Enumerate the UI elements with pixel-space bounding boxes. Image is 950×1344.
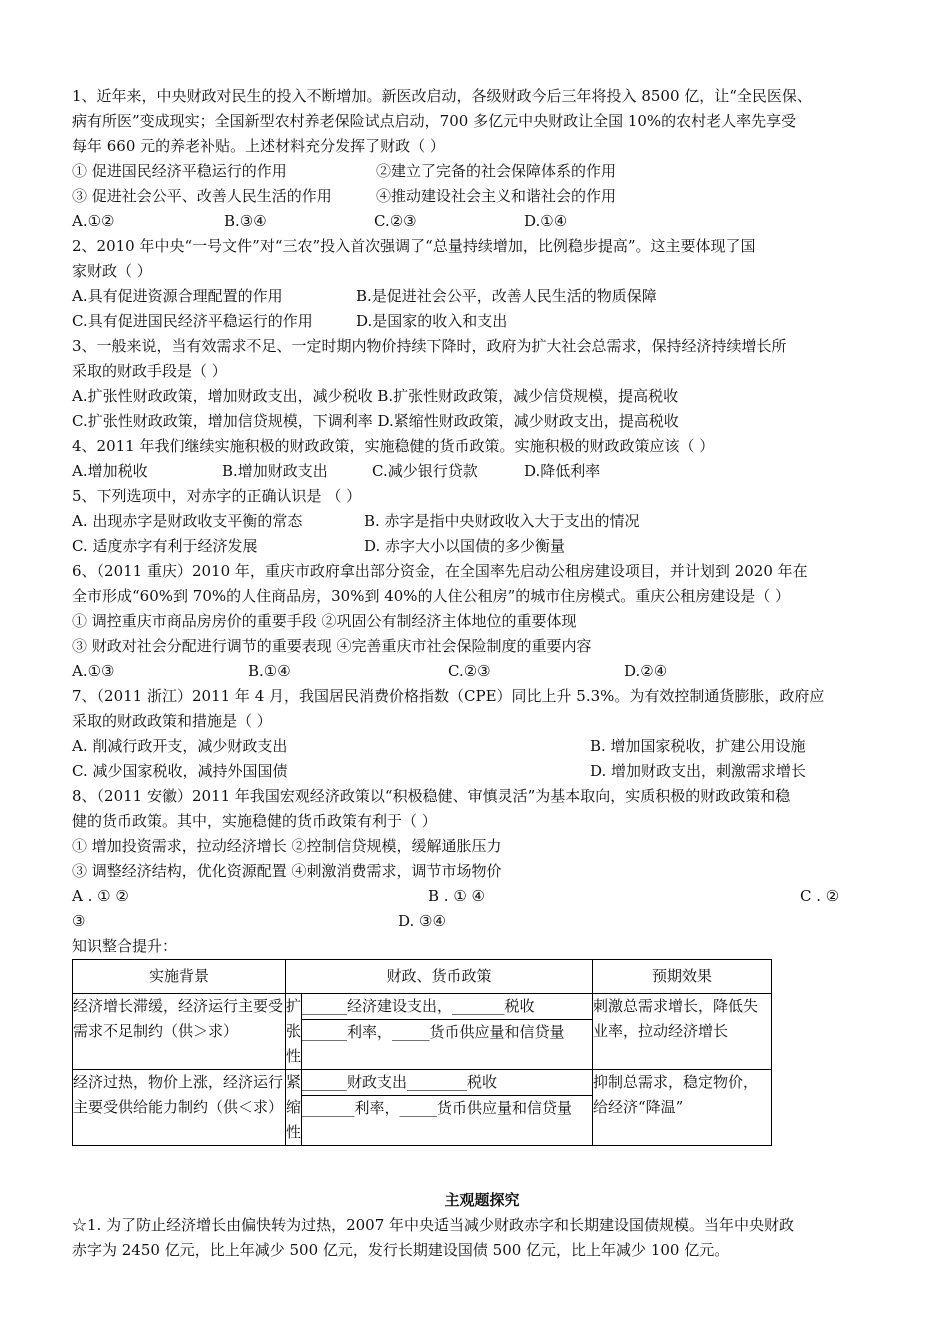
option-b: B.是促进社会公平，改善人民生活的物质保障: [356, 287, 657, 305]
statement: ① 调控重庆市商品房房价的重要手段 ②巩固公有制经济主体地位的重要体现: [72, 612, 577, 630]
option-b: B. 增加国家税收，扩建公用设施: [590, 737, 806, 755]
policy-type-cell: 扩张性: [286, 994, 302, 1070]
statement: ① 增加投资需求，拉动经济增长 ②控制信贷规模，缓解通胀压力: [72, 837, 502, 855]
option-c: C.减少银行贷款: [372, 462, 478, 480]
option-c: C.②③: [448, 662, 491, 680]
option-b: B.③④: [224, 212, 267, 230]
question-stem: 采取的财政手段是（ ）: [72, 362, 227, 380]
question-6: [72, 559, 892, 684]
question-stem: 1、近年来，中央财政对民生的投入不断增加。新医改启动，各级财政今后三年将投入 8500 亿，让“全民医保、: [72, 87, 812, 105]
option-c: C . ②: [800, 887, 840, 905]
option-a: A . ① ②: [72, 887, 129, 905]
option-a: A.增加税收: [72, 462, 148, 480]
statement: ① 促进国民经济平稳运行的作用: [72, 162, 287, 180]
option-c: C.具有促进国民经济平稳运行的作用: [72, 312, 313, 330]
question-stem: 5、下列选项中，对赤字的正确认识是 （ ）: [72, 487, 362, 505]
option-d: D.②④: [624, 662, 668, 680]
question-stem: 全市形成“60%到 70%的人住商品房，30%到 40%的人住公租房”的城市住房模式。重庆公租房建设是（ ）: [72, 587, 791, 605]
policy-line: _______利率，_____货币供应量和信贷量: [302, 1099, 573, 1117]
background-cell: 经济增长滞缓，经济运行主要受需求不足制约（供＞求）: [73, 994, 286, 1070]
policy-line: ______利率，_____货币供应量和信贷量: [302, 1023, 565, 1041]
table-row: [73, 1070, 772, 1146]
option-b: B . ① ④: [428, 887, 485, 905]
question-7: [72, 684, 892, 784]
question-stem: 家财政（ ）: [72, 262, 152, 280]
question-stem: 采取的财政政策和措施是（ ）: [72, 712, 272, 730]
option-a: A.①③: [72, 662, 115, 680]
subjective-question-1: [72, 1213, 892, 1263]
question-3: [72, 334, 892, 434]
question-text: 赤字为 2450 亿元，比上年减少 500 亿元，发行长期建设国债 500 亿元，比上年减少 100 亿元。: [72, 1241, 730, 1259]
knowledge-table: [72, 959, 772, 1146]
question-stem: 每年 660 元的养老补贴。上述材料充分发挥了财政（ ）: [72, 137, 445, 155]
option-d: D.降低利率: [524, 462, 601, 480]
question-2: [72, 234, 892, 334]
option-c-continued: ③: [72, 912, 86, 930]
header-effect: 预期效果: [593, 960, 772, 994]
option-c: C. 减少国家税收，减持外国国债: [72, 762, 288, 780]
header-policy: 财政、货币政策: [286, 960, 593, 994]
question-stem: 2、2010 年中央“一号文件”对“三农”投入首次强调了“总量持续增加，比例稳步提高”。这主要体现了国: [72, 237, 756, 255]
question-stem: 3、一般来说，当有效需求不足、一定时期内物价持续下降时，政府为扩大社会总需求，保持经济持续增长所: [72, 337, 787, 355]
question-4: [72, 434, 892, 484]
policy-cell: [302, 994, 593, 1070]
question-8: [72, 784, 892, 934]
option-d: D.①④: [524, 212, 568, 230]
option-a-b: A.扩张性财政政策，增加财政支出，减少税收 B.扩张性财政政策，减少信贷规模，提高税收: [72, 387, 679, 405]
statement: ②建立了完备的社会保障体系的作用: [376, 162, 617, 180]
policy-type-cell: 紧缩性: [286, 1070, 302, 1146]
option-d: D. 增加财政支出，刺激需求增长: [590, 762, 807, 780]
option-d: D.是国家的收入和支出: [356, 312, 508, 330]
header-background: 实施背景: [73, 960, 286, 994]
question-stem: 健的货币政策。其中，实施稳健的货币政策有利于（ ）: [72, 812, 437, 830]
option-b: B.增加财政支出: [222, 462, 328, 480]
table-header-row: [73, 960, 772, 994]
statement: ③ 财政对社会分配进行调节的重要表现 ④完善重庆市社会保险制度的重要内容: [72, 637, 592, 655]
option-b: B. 赤字是指中央财政收入大于支出的情况: [364, 512, 640, 530]
background-cell: 经济过热，物价上涨，经济运行主要受供给能力制约（供＜求）: [73, 1070, 286, 1146]
option-d: D. ③④: [398, 912, 446, 930]
statement: ③ 促进社会公平、改善人民生活的作用: [72, 187, 332, 205]
option-d: D. 赤字大小以国债的多少衡量: [364, 537, 566, 555]
policy-line: ______经济建设支出，_______税收: [302, 994, 592, 1020]
question-stem: 6、（2011 重庆）2010 年，重庆市政府拿出部分资金，在全国率先启动公租房建设项目，并计划到 2020 年在: [72, 562, 808, 580]
option-c-d: C.扩张性财政政策，增加信贷规模，下调利率 D.紧缩性财政政策，减少财政支出，提高税收: [72, 412, 679, 430]
effect-cell: 抑制总需求，稳定物价，给经济“降温”: [593, 1070, 772, 1146]
section-title: 主观题探究: [444, 1191, 520, 1209]
question-text: ☆1. 为了防止经济增长由偏快转为过热，2007 年中央适当减少财政赤字和长期建设国债规模。当年中央财政: [72, 1216, 795, 1234]
option-c: C. 适度赤字有利于经济发展: [72, 537, 258, 555]
policy-line: ______财政支出________税收: [302, 1070, 592, 1096]
question-stem: 8、（2011 安徽）2011 年我国宏观经济政策以“积极稳健、审慎灵活”为基本取向，实质积极的财政政策和稳: [72, 787, 791, 805]
effect-cell: 刺激总需求增长，降低失业率，拉动经济增长: [593, 994, 772, 1070]
policy-cell: [302, 1070, 593, 1146]
option-c: C.②③: [374, 212, 417, 230]
knowledge-heading: 知识整合提升：: [72, 937, 178, 955]
question-stem: 4、2011 年我们继续实施积极的财政政策，实施稳健的货币政策。实施积极的财政政策应该（ ）: [72, 437, 715, 455]
table-row: [73, 994, 772, 1070]
question-stem: 7、（2011 浙江）2011 年 4 月，我国居民消费价格指数（CPE）同比上升 5.3%。为有效控制通货膨胀，政府应: [72, 687, 825, 705]
option-a: A.具有促进资源合理配置的作用: [72, 287, 283, 305]
option-a: A.①②: [72, 212, 115, 230]
option-a: A. 出现赤字是财政收支平衡的常态: [72, 512, 303, 530]
statement: ④推动建设社会主义和谐社会的作用: [376, 187, 617, 205]
worksheet: [72, 84, 892, 1263]
option-a: A. 削减行政开支，减少财政支出: [72, 737, 288, 755]
question-stem: 病有所医”变成现实；全国新型农村养老保险试点启动，700 多亿元中央财政让全国 10%的农村老人率先享受: [72, 112, 797, 130]
statement: ③ 调整经济结构，优化资源配置 ④刺激消费需求，调节市场物价: [72, 862, 502, 880]
option-b: B.①④: [248, 662, 291, 680]
question-5: [72, 484, 892, 559]
question-1: [72, 84, 892, 234]
